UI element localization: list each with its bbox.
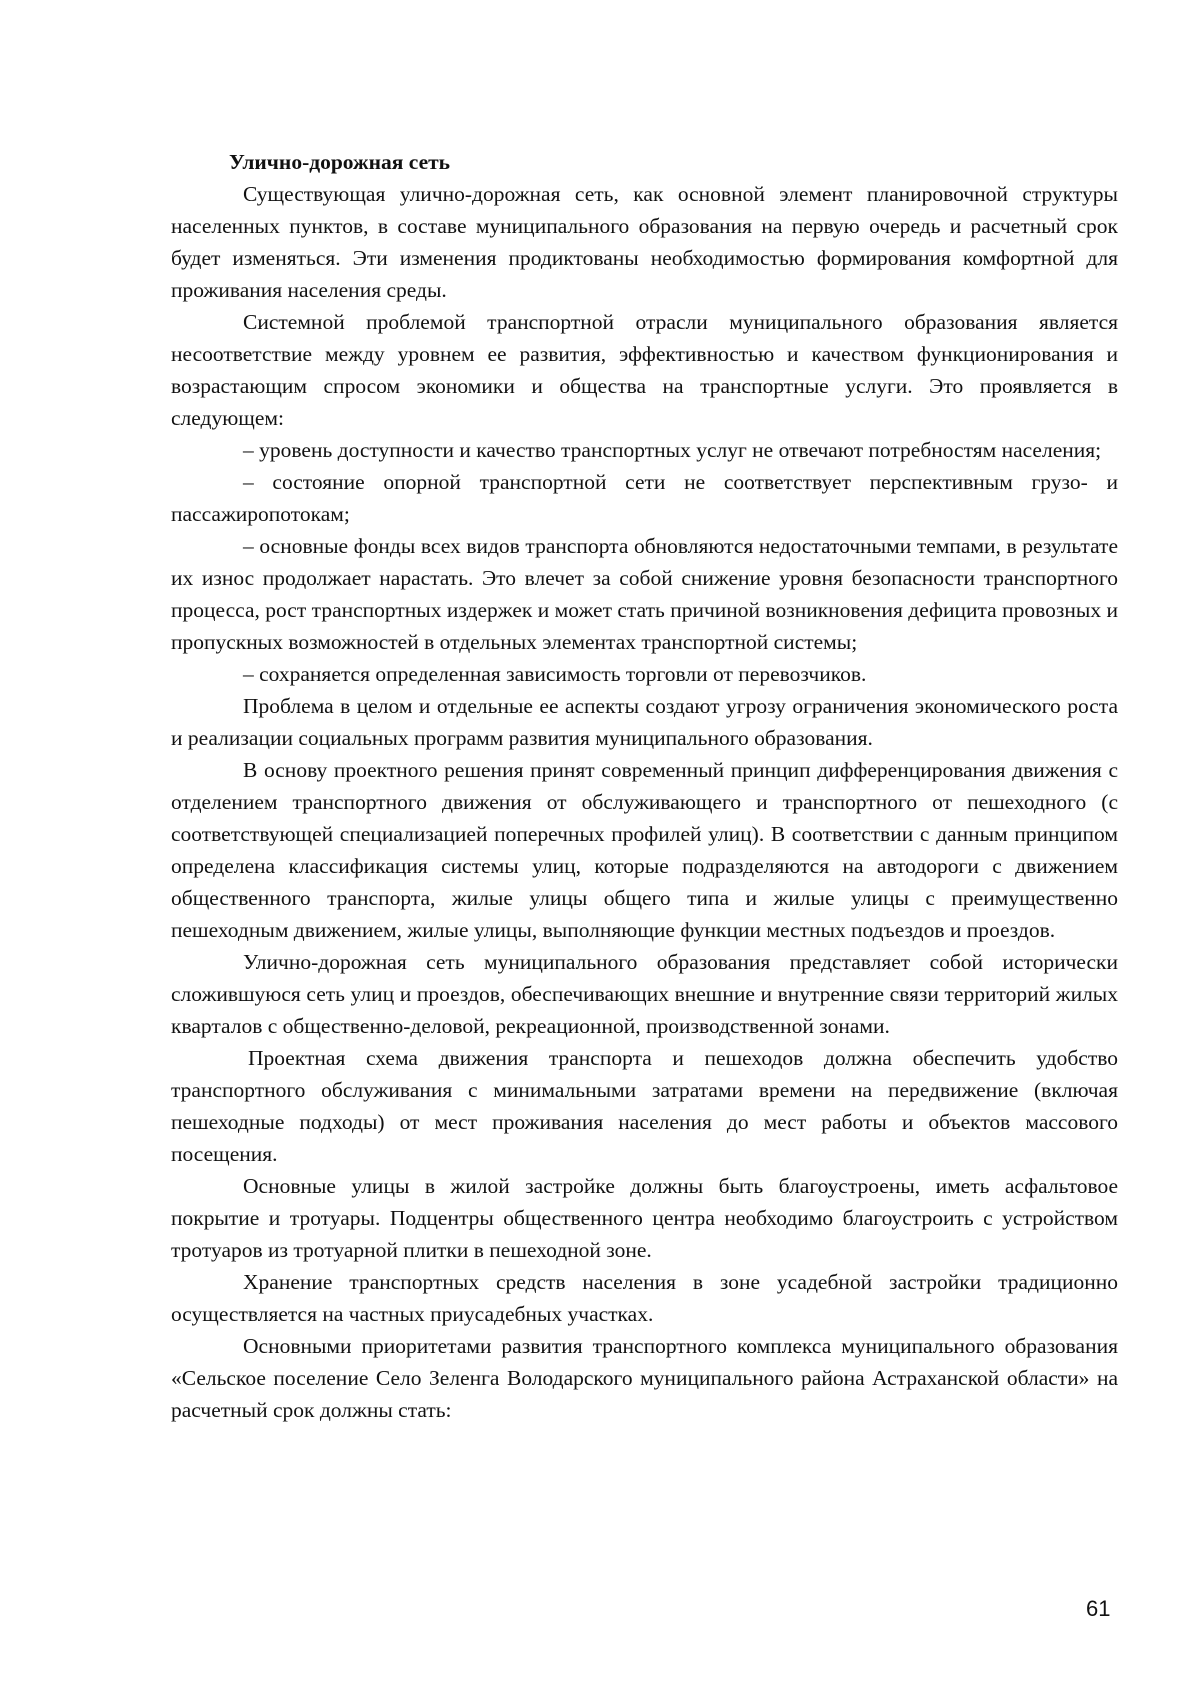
list-item-fixed-assets: – основные фонды всех видов транспорта обновляются недостаточными темпами, в результате их износ продолжает нарастать. Это влечет за собой снижение уровня безопасности транспортного процесса, рост транспортных издержек и может стать причиной возникновения дефицита провозных и пропускных возможностей в отдельных элементах транспортной системы;: [171, 534, 1118, 654]
paragraph-network-history: Улично-дорожная сеть муниципального образования представляет собой исторически сложившуюся сеть улиц и проездов, обеспечивающих внешние и внутренние связи территорий жилых кварталов с общественно-деловой, рекреационной, производственной зонами.: [171, 950, 1118, 1038]
paragraph-traffic-scheme: Проектная схема движения транспорта и пешеходов должна обеспечить удобство транспортного обслуживания с минимальными затратами времени на передвижение (включая пешеходные подходы) от мест проживания населения до мест работы и объектов массового посещения.: [171, 1046, 1118, 1166]
paragraph-main-streets: Основные улицы в жилой застройке должны быть благоустроены, иметь асфальтовое покрытие и тротуары. Подцентры общественного центра необходимо благоустроить с устройством тротуаров из тротуарной плитки в пешеходной зоне.: [171, 1174, 1118, 1262]
document-body: [171, 146, 1118, 1426]
section-heading: Улично-дорожная сеть: [229, 150, 451, 174]
list-item-carrier-dependency: – сохраняется определенная зависимость торговли от перевозчиков.: [243, 662, 867, 686]
paragraph-vehicle-storage: Хранение транспортных средств населения в зоне усадебной застройки традиционно осуществляется на частных приусадебных участках.: [171, 1270, 1118, 1326]
list-item-accessibility: – уровень доступности и качество транспортных услуг не отвечают потребностям населения;: [243, 438, 1102, 462]
paragraph-problem-threat: Проблема в целом и отдельные ее аспекты создают угрозу ограничения экономического роста и реализации социальных программ развития муниципального образования.: [171, 694, 1118, 750]
paragraph-priorities: Основными приоритетами развития транспортного комплекса муниципального образования «Сельское поселение Село Зеленга Володарского муниципального района Астраханской области» на расчетный срок должны стать:: [171, 1334, 1118, 1422]
list-item-network-state: – состояние опорной транспортной сети не соответствует перспективным грузо- и пассажиропотокам;: [171, 470, 1118, 526]
paragraph-design-principle: В основу проектного решения принят современный принцип дифференцирования движения с отделением транспортного движения от обслуживающего и транспортного от пешеходного (с соответствующей специализацией поперечных профилей улиц). В соответствии с данным принципом определена классификация системы улиц, которые подразделяются на автодороги с движением общественного транспорта, жилые улицы общего типа и жилые улицы с преимущественно пешеходным движением, жилые улицы, выполняющие функции местных подъездов и проездов.: [171, 758, 1118, 942]
paragraph-existing-network: Существующая улично-дорожная сеть, как основной элемент планировочной структуры населенных пунктов, в составе муниципального образования на первую очередь и расчетный срок будет изменяться. Эти изменения продиктованы необходимостью формирования комфортной для проживания населения среды.: [171, 182, 1118, 302]
paragraph-systemic-problem: Системной проблемой транспортной отрасли муниципального образования является несоответствие между уровнем ее развития, эффективностью и качеством функционирования и возрастающим спросом экономики и общества на транспортные услуги. Это проявляется в следующем:: [171, 310, 1118, 430]
page-number: 61: [1086, 1596, 1111, 1621]
